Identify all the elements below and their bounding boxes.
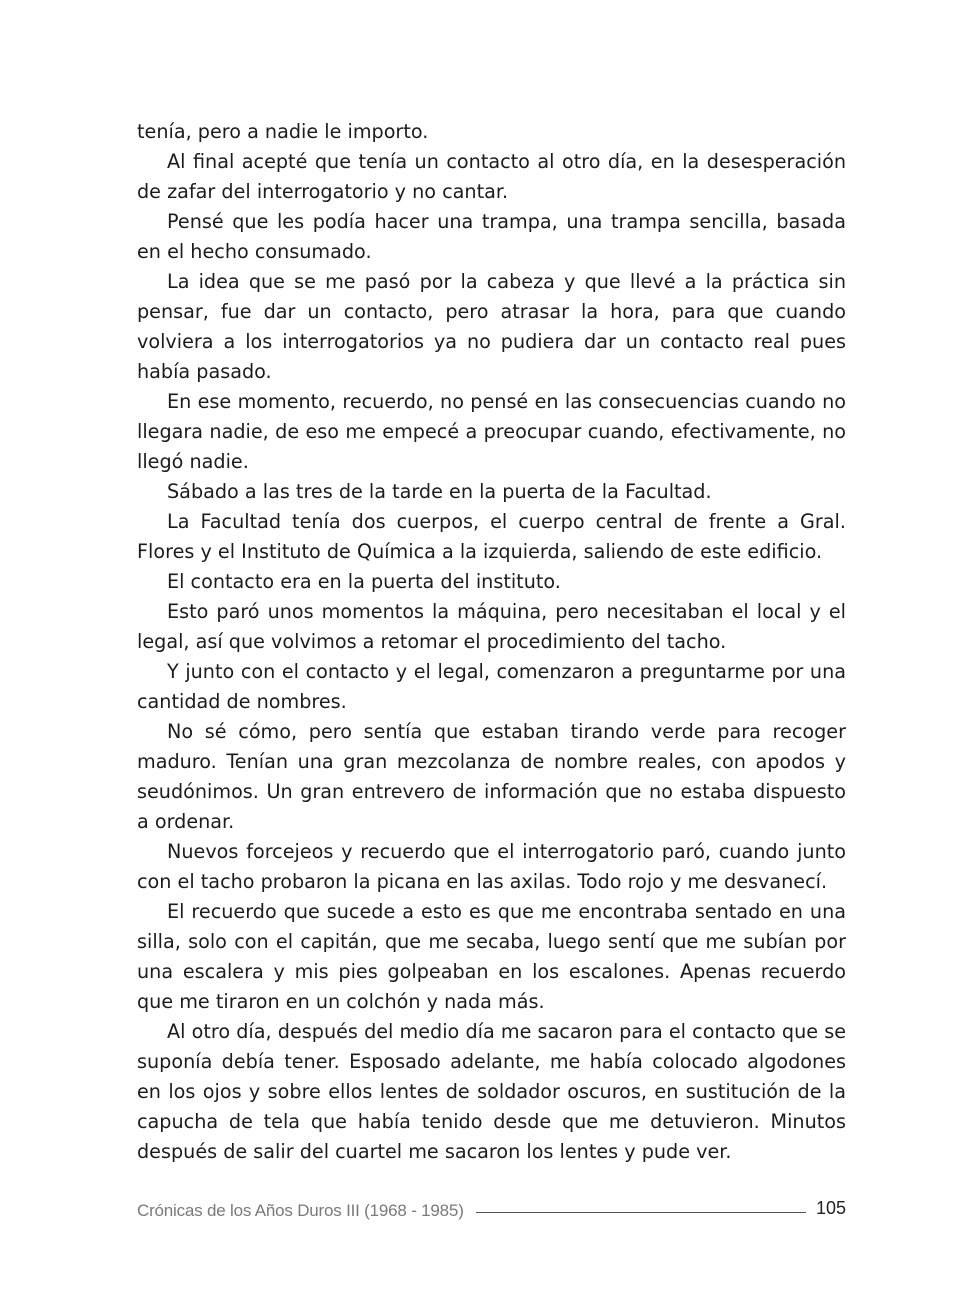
paragraph: La idea que se me pasó por la cabeza y que llevé a la práctica sin pensar, fue dar un contacto, pero atrasar la hora, para que cuando volviera a los interrogatorios ya no pudiera dar un contacto real pues había pasado.	[137, 270, 846, 383]
paragraph: En ese momento, recuerdo, no pensé en las consecuencias cuando no llegara nadie, de eso me empecé a preocupar cuando, efectivamente, no llegó nadie.	[137, 390, 846, 473]
page-footer	[137, 1196, 846, 1226]
footer-divider	[476, 1212, 806, 1213]
body-text	[137, 117, 846, 1167]
page-number: 105	[815, 1197, 846, 1218]
paragraph: No sé cómo, pero sentía que estaban tirando verde para recoger maduro. Tenían una gran mezcolanza de nombre reales, con apodos y seudónimos. Un gran entrevero de información que no estaba dispuesto a ordenar.	[137, 720, 846, 833]
paragraph: Nuevos forcejeos y recuerdo que el interrogatorio paró, cuando junto con el tacho probaron la picana en las axilas. Todo rojo y me desvanecí.	[137, 840, 846, 893]
paragraph: El recuerdo que sucede a esto es que me encontraba sentado en una silla, solo con el capitán, que me secaba, luego sentí que me subían por una escalera y mis pies golpeaban en los escalones. Apenas recuerdo que me tiraron en un colchón y nada más.	[137, 900, 846, 1013]
paragraph: Al final acepté que tenía un contacto al otro día, en la desesperación de zafar del interrogatorio y no cantar.	[137, 150, 846, 203]
paragraph: Esto paró unos momentos la máquina, pero necesitaban el local y el legal, así que volvimos a retomar el procedimiento del tacho.	[137, 600, 846, 653]
paragraph: Sábado a las tres de la tarde en la puerta de la Facultad.	[167, 480, 712, 503]
paragraph: La Facultad tenía dos cuerpos, el cuerpo central de frente a Gral. Flores y el Instituto de Química a la izquierda, saliendo de este edificio.	[137, 510, 846, 563]
running-footer-title: Crónicas de los Años Duros III (1968 - 1985)	[137, 1201, 464, 1220]
paragraph: Y junto con el contacto y el legal, comenzaron a preguntarme por una cantidad de nombres.	[137, 660, 846, 713]
paragraph: Al otro día, después del medio día me sacaron para el contacto que se suponía debía tener. Esposado adelante, me había colocado algodones en los ojos y sobre ellos lentes de soldador oscuros, en sustitución de la capucha de tela que había tenido desde que me detuvieron. Minutos después de salir del cuartel me sacaron los lentes y pude ver.	[137, 1020, 846, 1163]
paragraph: Pensé que les podía hacer una trampa, una trampa sencilla, basada en el hecho consumado.	[137, 210, 846, 263]
paragraph: tenía, pero a nadie le importo.	[137, 120, 429, 143]
paragraph: El contacto era en la puerta del instituto.	[167, 570, 561, 593]
